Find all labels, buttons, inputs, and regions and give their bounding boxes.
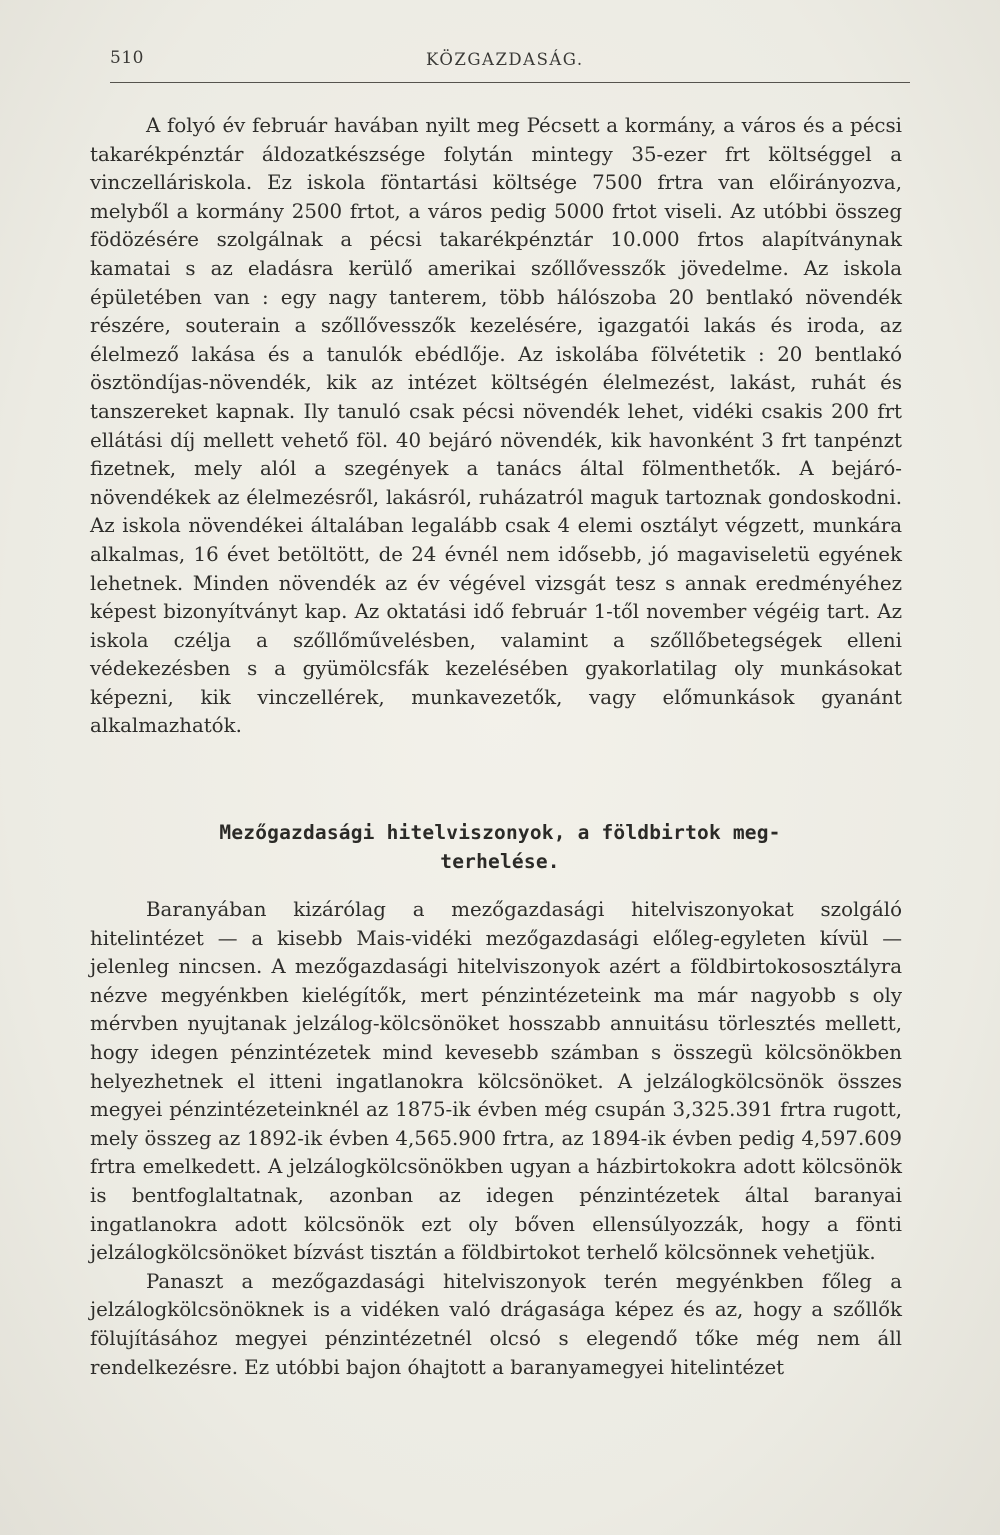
- page-number: 510: [110, 48, 144, 68]
- paragraph: Baranyában kizárólag a mezőgazdasági hitelviszonyokat szolgáló hitelintézet — a kisebb Mais-vidéki mezőgazdasági előleg-egyleten kívül — jelenleg nincsen. A mezőgazdasági hitelviszonyok azért a földbirtokososztályra nézve megyénkben kielégítők, mert pénzintézeteink ma már nagyobb s oly mérvben nyujtanak jelzálog-kölcsönöket hosszabb annuitásu törlesztés mellett, hogy idegen pénzintézetek mind kevesebb számban s összegü kölcsönökben helyezhetnek el itteni ingatlanokra kölcsönöket. A jelzálogkölcsönök összes megyei pénzintézeteinknél az 1875-ik évben még csupán 3,325.391 frtra rugott, mely összeg az 1892-ik évben 4,565.900 frtra, az 1894-ik évben pedig 4,597.609 frtra emelkedett. A jelzálogkölcsönökben ugyan a házbirtokokra adott kölcsönök is bentfoglaltatnak, azonban az idegen pénzintézetek által baranyai ingatlanokra adott kölcsönök ezt oly bőven ellensúlyozzák, hogy a fönti jelzálogkölcsönöket bízvást tisztán a földbirtokot terhelő kölcsönnek vehetjük.: [90, 898, 902, 1265]
- section-2-text: [90, 896, 902, 1382]
- section-1-text: [90, 112, 902, 741]
- running-head: [110, 48, 910, 88]
- paragraph: A folyó év február havában nyilt meg Pécsett a kormány, a város és a pécsi takarékpénztár áldozatkészsége folytán mintegy 35-ezer frt költséggel a vinczelláriskola. Ez iskola föntartási költsége 7500 frtra van előirányozva, melyből a kormány 2500 frtot, a város pedig 5000 frtot viseli. Az utóbbi összeg födözésére szolgálnak a pécsi takarékpénztár 10.000 frtos alapítványnak kamatai s az eladásra kerülő amerikai szőllővesszők jövedelme. Az iskola épületében van : egy nagy tanterem, több hálószoba 20 bentlakó növendék részére, souterain a szőllővesszők kezelésére, igazgatói lakás és iroda, az élelmező lakása és a tanulók ebédlője. Az iskolába fölvétetik : 20 bentlakó ösztöndíjas-növendék, kik az intézet költségén élelmezést, lakást, ruhát és tanszereket kapnak. Ily tanuló csak pécsi növendék lehet, vidéki csakis 200 frt ellátási díj mellett vehető föl. 40 bejáró növendék, kik havonként 3 frt tanpénzt fizetnek, mely alól a szegények a tanács által fölmenthetők. A bejáró-növendékek az élelmezésről, lakásról, ruházatról maguk tartoznak gondoskodni. Az iskola növendékei általában legalább csak 4 elemi osztályt végzett, munkára alkalmas, 16 évet betöltött, de 24 évnél nem idősebb, jó magaviseletü egyének lehetnek. Minden növendék az év végével vizsgát tesz s annak eredményéhez képest bizonyítványt kap. Az oktatási idő február 1-től november végéig tart. Az iskola czélja a szőllőművelésben, valamint a szőllőbetegségek elleni védekezésben s a gyümölcsfák kezelésében gyakorlatilag oly munkásokat képezni, kik vinczellérek, munkavezetők, vagy előmunkások gyanánt alkalmazhatók.: [90, 114, 902, 738]
- journal-title: KÖZGAZDASÁG.: [426, 50, 584, 69]
- section-heading-line-1: Mezőgazdasági hitelviszonyok, a földbirtok meg-: [219, 821, 781, 844]
- paragraph: Panaszt a mezőgazdasági hitelviszonyok terén megyénkben főleg a jelzálogkölcsönöknek is a vidéken való drágasága képez és az, hogy a szőllők fölujításához megyei pénzintézetnél olcsó s elegendő tőke még nem áll rendelkezésre. Ez utóbbi bajon óhajtott a baranyamegyei hitelintézet: [90, 1269, 902, 1379]
- header-rule: [110, 82, 910, 83]
- section-heading-line-2: terhelése.: [440, 850, 560, 873]
- section-heading: [110, 818, 890, 876]
